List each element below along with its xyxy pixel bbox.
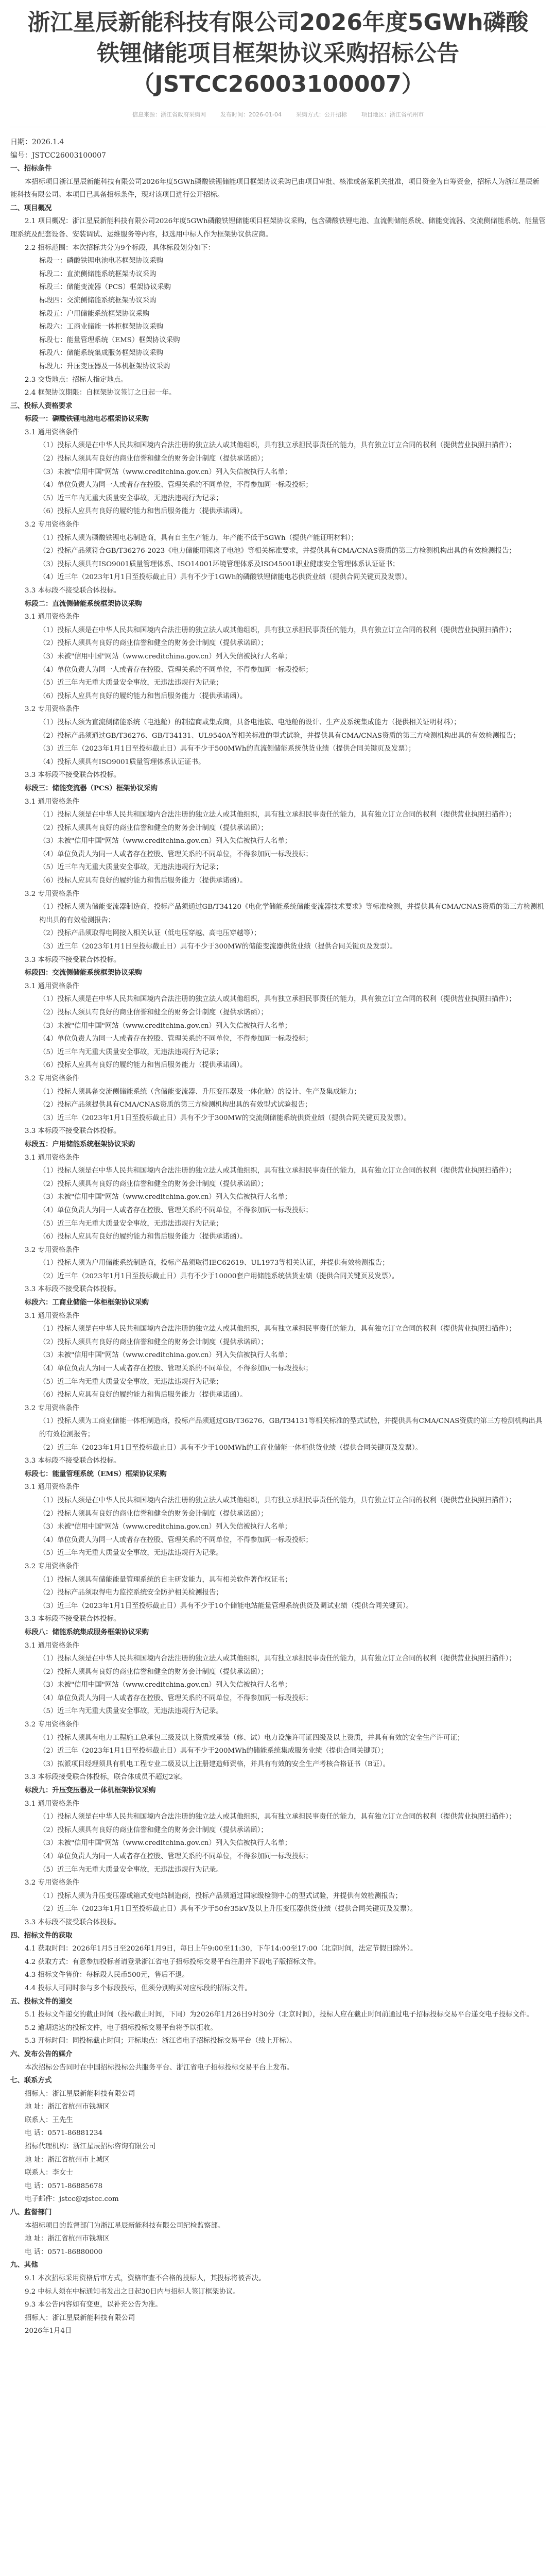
- list-item: 标段三：储能变流器（PCS）框架协议采购: [39, 283, 171, 292]
- list-item: （5）近三年内无重大质量安全事故，无违法违规行为记录；: [39, 1048, 223, 1056]
- list-item: （2）近三年（2023年1月1日至投标截止日）具有不少于200MWh的储能系统集成服务业绩（提供合同关键页）；: [39, 1747, 388, 1755]
- list-item: （3）未被"信用中国"网站（www.creditchina.gov.cn）列入失信被执行人名单；: [39, 652, 292, 660]
- list-item: （5）近三年内无重大质量安全事故，无违法违规行为记录；: [39, 1219, 223, 1228]
- list-item: （1）投标人须具有电力工程施工总承包三级及以上资质或承装（修、试）电力设施许可证四级及以上资质，并具有有效的安全生产许可证；: [39, 1734, 464, 1742]
- list-item: 标段六：工商业储能一体柜框架协议采购: [39, 323, 164, 331]
- list-item: （4）单位负责人为同一人或者存在控股、管理关系的不同单位，不得参加同一标段投标；: [39, 1853, 312, 1860]
- list-item: （1）投标人须为工商业储能一体柜制造商，投标产品须通过GB/T36276、GB/T34131等相关标准的型式试验，并提供具有CMA/CNAS资质的第三方检测机构出具的有效检测报告；: [39, 1417, 543, 1438]
- lot-heading: 标段二：直流侧储能系统框架协议采购: [25, 599, 142, 608]
- list-item: （1）投标人须是在中华人民共和国境内合法注册的独立法人或其他组织，具有独立承担民事责任的能力，具有独立订立合同的权利（提供营业执照扫描件）；: [39, 995, 516, 1004]
- list-item: （2）投标人须具有良好的商业信誉和健全的财务会计制度（提供承诺函）；: [39, 639, 268, 648]
- list-item: （4）单位负责人为同一人或者存在控股、管理关系的不同单位，不得参加同一标段投标；: [39, 481, 312, 489]
- list-item: 标段四：交流侧储能系统框架协议采购: [39, 296, 157, 304]
- paragraph: 地 址：浙江省杭州市钱塘区: [25, 2235, 110, 2243]
- list-item: （3）未被"信用中国"网站（www.creditchina.gov.cn）列入失信被执行人名单；: [39, 1351, 292, 1360]
- paragraph: 3.1 通用资格条件: [25, 1800, 79, 1808]
- list-item: （6）投标人应具有良好的履约能力和售后服务能力（提供承诺函）。: [39, 1233, 247, 1241]
- paragraph: 5.2 逾期送达的投标文件，电子招标投标交易平台将予以拒收。: [25, 2024, 217, 2032]
- list-item: （1）投标人须为直流侧储能系统（电池舱）的制造商或集成商，具备电池簇、电池舱的设计、生产及系统集成能力（提供相关证明材料）；: [39, 718, 461, 726]
- page-title: 浙江星辰新能科技有限公司2026年度5GWh磷酸铁锂储能项目框架协议采购招标公告（JSTCC26003100007）: [27, 9, 529, 97]
- paragraph: 3.2 专用资格条件: [25, 1562, 79, 1570]
- list-item: （2）投标产品须取得电力监控系统安全防护相关检测报告；: [39, 1589, 223, 1597]
- list-item: （1）投标人须是在中华人民共和国境内合法注册的独立法人或其他组织，具有独立承担民事责任的能力，具有独立订立合同的权利（提供营业执照扫描件）；: [39, 1167, 516, 1175]
- list-item: （5）近三年内无重大质量安全事故，无违法违规行为记录。: [39, 1707, 223, 1716]
- list-item: （1）投标人须是在中华人民共和国境内合法注册的独立法人或其他组织，具有独立承担民事责任的能力，具有独立订立合同的权利（提供营业执照扫描件）；: [39, 442, 516, 450]
- paragraph: 2026年1月4日: [25, 2327, 72, 2335]
- header-info: [10, 135, 546, 162]
- paragraph: 电 话：0571-86885678: [25, 2182, 103, 2190]
- paragraph: 2.2 招标范围：本次招标共分为9个标段，具体标段划分如下：: [25, 244, 215, 252]
- paragraph: 地 址：浙江省杭州市钱塘区: [25, 2103, 110, 2111]
- meta-location: 项目地区：浙江省杭州市: [361, 111, 424, 118]
- paragraph: 3.1 通用资格条件: [25, 1312, 79, 1320]
- list-item: （1）投标人须是在中华人民共和国境内合法注册的独立法人或其他组织，具有独立承担民事责任的能力，具有独立订立合同的权利（提供营业执照扫描件）；: [39, 1655, 516, 1663]
- paragraph: 地 址：浙江省杭州市上城区: [25, 2156, 110, 2164]
- paragraph: 3.3 本标段接受联合体投标，联合体成员不超过2家。: [25, 1773, 187, 1782]
- list-item: （2）投标人须具有良好的商业信誉和健全的财务会计制度（提供承诺函）；: [39, 1009, 268, 1016]
- title-block: [10, 0, 546, 120]
- list-item: （4）近三年（2023年1月1日至投标截止日）具有不少于1GWh的磷酸铁锂储能电芯供货业绩（提供合同关键页及发票）。: [39, 573, 412, 582]
- list-item: 标段八：储能系统集成服务框架协议采购: [39, 349, 164, 358]
- list-item: （2）投标人须具有良好的商业信誉和健全的财务会计制度（提供承诺函）；: [39, 824, 268, 832]
- section-heading: 一、招标条件: [10, 164, 52, 173]
- paragraph: 2.3 交货地点：招标人指定地点。: [25, 376, 128, 384]
- list-item: （3）未被"信用中国"网站（www.creditchina.gov.cn）列入失信被执行人名单；: [39, 1681, 292, 1689]
- lot-heading: 标段一：磷酸铁锂电池电芯框架协议采购: [25, 415, 149, 423]
- paragraph: 招标代理机构：浙江星辰招标咨询有限公司: [25, 2143, 156, 2151]
- list-item: （4）单位负责人为同一人或者存在控股、管理关系的不同单位，不得参加同一标段投标；: [39, 666, 312, 674]
- paragraph: 3.3 本标段不接受联合体投标。: [25, 1615, 121, 1623]
- section-heading: 四、招标文件的获取: [10, 1931, 73, 1940]
- paragraph: 3.1 通用资格条件: [25, 1641, 79, 1650]
- list-item: （2）近三年（2023年1月1日至投标截止日）具有不少于50台35kV及以上升压变压器供货业绩（提供合同关键页及发票）。: [39, 1905, 418, 1913]
- list-item: （6）投标人应具有良好的履约能力和售后服务能力（提供承诺函）。: [39, 692, 247, 700]
- list-item: （1）投标人须具备交流侧储能系统（含储能变流器、升压变压器及一体化舱）的设计、生产及集成能力；: [39, 1088, 361, 1096]
- list-item: （2）投标人须具有良好的商业信誉和健全的财务会计制度（提供承诺函）；: [39, 1510, 268, 1518]
- list-item: 标段一：磷酸铁锂电池电芯框架协议采购: [39, 257, 164, 265]
- list-item: 标段九：升压变压器及一体机框架协议采购: [39, 362, 170, 370]
- list-item: （2）近三年（2023年1月1日至投标截止日）具有不少于10000套户用储能系统供货业绩（提供合同关键页及发票）。: [39, 1272, 399, 1280]
- paragraph: 3.3 本标段不接受联合体投标。: [25, 956, 121, 964]
- announcement-body: [10, 162, 546, 2338]
- list-item: （2）投标人须具有良好的商业信誉和健全的财务会计制度（提供承诺函）；: [39, 1338, 268, 1346]
- meta-source: 信息来源：浙江省政府采购网: [132, 111, 206, 118]
- paragraph: 招标人：浙江星辰新能科技有限公司: [25, 2314, 135, 2322]
- list-item: （6）投标人应具有良好的履约能力和售后服务能力（提供承诺函）。: [39, 1391, 247, 1399]
- list-item: （6）投标人应具有良好的履约能力和售后服务能力（提供承诺函）。: [39, 877, 247, 885]
- list-item: （1）投标人须为升压变压器或箱式变电站制造商，投标产品须通过国家级检测中心的型式试验，并提供有效检测报告；: [39, 1892, 402, 1900]
- section-heading: 八、监督部门: [10, 2208, 52, 2217]
- list-item: （5）近三年内无重大质量安全事故，无违法违规行为记录；: [39, 494, 223, 502]
- paragraph: 3.3 本标段不接受联合体投标。: [25, 1918, 121, 1926]
- list-item: （2）投标人须具有良好的商业信誉和健全的财务会计制度（提供承诺函）；: [39, 1668, 268, 1676]
- lot-heading: 标段四：交流侧储能系统框架协议采购: [25, 969, 142, 977]
- list-item: （5）近三年内无重大质量安全事故，无违法违规行为记录。: [39, 1866, 223, 1874]
- paragraph: 3.2 专用资格条件: [25, 1246, 79, 1254]
- paragraph: 电子邮件：jstcc@zjstcc.com: [25, 2195, 119, 2204]
- list-item: （1）投标人须是在中华人民共和国境内合法注册的独立法人或其他组织，具有独立承担民事责任的能力，具有独立订立合同的权利（提供营业执照扫描件）；: [39, 1813, 516, 1821]
- list-item: （3）近三年（2023年1月1日至投标截止日）具有不少于500MWh的直流侧储能系统供货业绩（提供合同关键页及发票）；: [39, 745, 415, 753]
- list-item: （4）单位负责人为同一人或者存在控股、管理关系的不同单位，不得参加同一标段投标；: [39, 1365, 312, 1373]
- list-item: （3）未被"信用中国"网站（www.creditchina.gov.cn）列入失信被执行人名单；: [39, 1839, 292, 1848]
- list-item: （4）单位负责人为同一人或者存在控股、管理关系的不同单位，不得参加同一标段投标；: [39, 1694, 312, 1702]
- bottom-spacer: [10, 2338, 546, 2348]
- meta-row: [10, 110, 546, 120]
- paragraph: 3.3 本标段不接受联合体投标。: [25, 1285, 121, 1294]
- announcement-number: 编号：JSTCC26003100007: [10, 151, 106, 160]
- list-item: （3）投标人须具有ISO9001质量管理体系、ISO14001环境管理体系及ISO45001职业健康安全管理体系认证证书；: [39, 560, 399, 568]
- list-item: 标段七：能量管理系统（EMS）框架协议采购: [39, 336, 180, 344]
- paragraph: 3.2 专用资格条件: [25, 705, 79, 714]
- paragraph: 9.2 中标人须在中标通知书发出之日起30日内与招标人签订框架协议。: [25, 2287, 240, 2296]
- list-item: （3）近三年（2023年1月1日至投标截止日）具有不少于10个储能电站能量管理系统供货及调试业绩（提供合同关键页）。: [39, 1602, 413, 1610]
- paragraph: 电 话：0571-86880000: [25, 2248, 103, 2256]
- section-heading: 九、其他: [10, 2261, 38, 2269]
- list-item: （6）投标人应具有良好的履约能力和售后服务能力（提供承诺函）。: [39, 1061, 247, 1070]
- paragraph: 2.1 项目概况：浙江星辰新能科技有限公司2026年度5GWh磷酸铁锂储能项目框架协议采购，包含磷酸铁锂电池、直流侧储能系统、储能变流器、交流侧储能系统、能量管理系统及配套设备、安装调试、运维服务等内容，拟选用中标人作为框架协议供应商。: [10, 217, 546, 239]
- list-item: （4）单位负责人为同一人或者存在控股、管理关系的不同单位，不得参加同一标段投标；: [39, 1206, 312, 1214]
- list-item: 标段五：户用储能系统框架协议采购: [39, 310, 150, 318]
- list-item: （1）投标人须为户用储能系统制造商，投标产品须取得IEC62619、UL1973等相关认证，并提供有效检测报告；: [39, 1259, 389, 1267]
- list-item: （1）投标人须是在中华人民共和国境内合法注册的独立法人或其他组织，具有独立承担民事责任的能力，具有独立订立合同的权利（提供营业执照扫描件）；: [39, 1496, 516, 1504]
- list-item: （2）投标产品须符合GB/T36276-2023《电力储能用锂离子电池》等相关标准要求，并提供具有CMA/CNAS资质的第三方检测机构出具的有效检测报告；: [39, 547, 516, 555]
- paragraph: 4.3 招标文件售价：每标段人民币500元，售后不退。: [25, 1971, 189, 1979]
- paragraph: 3.1 通用资格条件: [25, 798, 79, 806]
- list-item: （5）近三年内无重大质量安全事故，无违法违规行为记录；: [39, 679, 223, 687]
- list-item: （1）投标人须是在中华人民共和国境内合法注册的独立法人或其他组织，具有独立承担民事责任的能力，具有独立订立合同的权利（提供营业执照扫描件）；: [39, 626, 516, 634]
- list-item: （2）投标人须具有良好的商业信誉和健全的财务会计制度（提供承诺函）；: [39, 1180, 268, 1188]
- paragraph: 9.3 本公告内容如有变更，以补充公告为准。: [25, 2301, 162, 2309]
- paragraph: 联系人：王先生: [25, 2116, 73, 2124]
- list-item: （3）近三年（2023年1月1日至投标截止日）具有不少于300MW的储能变流器供货业绩（提供合同关键页及发票）。: [39, 943, 397, 951]
- section-heading: 三、投标人资格要求: [10, 401, 73, 410]
- paragraph: 4.4 投标人可同时参与多个标段投标，但须分别购买对应标段的招标文件。: [25, 1984, 252, 1992]
- paragraph: 5.1 投标文件递交的截止时间（投标截止时间，下同）为2026年1月26日9时30分（北京时间），投标人应在截止时间前通过电子招标投标交易平台递交电子投标文件。: [25, 2011, 533, 2019]
- announcement-date: 日期：2026.1.4: [10, 138, 64, 146]
- list-item: （3）未被"信用中国"网站（www.creditchina.gov.cn）列入失信被执行人名单；: [39, 468, 292, 476]
- paragraph: 3.1 通用资格条件: [25, 1154, 79, 1162]
- paragraph: 3.3 本标段不接受联合体投标。: [25, 771, 121, 779]
- list-item: （3）拟派项目经理须具有机电工程专业二级及以上注册建造师资格，并具有有效的安全生产考核合格证书（B证）。: [39, 1760, 390, 1768]
- paragraph: 3.2 专用资格条件: [25, 1074, 79, 1082]
- list-item: （2）投标产品须取得电网接入相关认证（低电压穿越、高电压穿越等）；: [39, 929, 261, 938]
- paragraph: 2.4 框架协议期限：自框架协议签订之日起一年。: [25, 389, 176, 397]
- list-item: （2）近三年（2023年1月1日至投标截止日）具有不少于100MWh的工商业储能一体柜供货业绩（提供合同关键页及发票）。: [39, 1444, 422, 1452]
- paragraph: 9.1 本次招标采用资格后审方式，资格审查不合格的投标人，其投标将被否决。: [25, 2275, 266, 2282]
- paragraph: 4.1 获取时间：2026年1月5日至2026年1月9日，每日上午9:00至11:30，下午14:00至17:00（北京时间，法定节假日除外）。: [25, 1945, 418, 1953]
- list-item: （4）单位负责人为同一人或者存在控股、管理关系的不同单位，不得参加同一标段投标；: [39, 850, 312, 858]
- paragraph: 本次招标公告同时在中国招标投标公共服务平台、浙江省电子招标投标交易平台上发布。: [25, 2063, 294, 2072]
- paragraph: 4.2 获取方式：有意参加投标者请登录浙江省电子招标投标交易平台注册并下载电子版招标文件。: [25, 1958, 321, 1966]
- list-item: （1）投标人须为磷酸铁锂电芯制造商，具有自主生产能力，年产能不低于5GWh（提供产能证明材料）；: [39, 534, 358, 542]
- list-item: 标段二：直流侧储能系统框架协议采购: [39, 270, 157, 278]
- lot-heading: 标段三：储能变流器（PCS）框架协议采购: [25, 784, 158, 792]
- section-heading: 二、项目概况: [10, 204, 52, 212]
- paragraph: 3.3 本标段不接受联合体投标。: [25, 1127, 121, 1136]
- lot-heading: 标段五：户用储能系统框架协议采购: [25, 1140, 135, 1148]
- paragraph: 电 话：0571-86881234: [25, 2129, 103, 2138]
- list-item: （3）未被"信用中国"网站（www.creditchina.gov.cn）列入失信被执行人名单；: [39, 837, 292, 845]
- list-item: （1）投标人须具有储能能量管理系统的自主研发能力，具有相关软件著作权证书；: [39, 1575, 292, 1584]
- paragraph: 3.2 专用资格条件: [25, 521, 79, 529]
- paragraph: 3.2 专用资格条件: [25, 1404, 79, 1412]
- paragraph: 3.3 本标段不接受联合体投标。: [25, 1457, 121, 1465]
- list-item: （3）未被"信用中国"网站（www.creditchina.gov.cn）列入失信被执行人名单；: [39, 1523, 292, 1531]
- list-item: （4）单位负责人为同一人或者存在控股、管理关系的不同单位，不得参加同一标段投标；: [39, 1536, 312, 1544]
- list-item: （5）近三年内无重大质量安全事故，无违法违规行为记录；: [39, 1378, 223, 1386]
- lot-heading: 标段八：储能系统集成服务框架协议采购: [25, 1628, 149, 1636]
- list-item: （3）未被"信用中国"网站（www.creditchina.gov.cn）列入失信被执行人名单；: [39, 1193, 292, 1201]
- paragraph: 本招标项目浙江星辰新能科技有限公司2026年度5GWh磷酸铁锂储能项目框架协议采购已由项目审批、核准或备案机关批准，项目资金为自筹资金，招标人为浙江星辰新能科技有限公司。本项目已具备招标条件，现对该项目进行公开招标。: [10, 178, 540, 199]
- lot-heading: 标段九：升压变压器及一体机框架协议采购: [25, 1786, 156, 1795]
- paragraph: 3.2 专用资格条件: [25, 890, 79, 898]
- list-item: （6）投标人应具有良好的履约能力和售后服务能力（提供承诺函）。: [39, 507, 247, 516]
- paragraph: 3.1 通用资格条件: [25, 613, 79, 621]
- paragraph: 本招标项目的监督部门为浙江星辰新能科技有限公司纪检监察部。: [25, 2222, 225, 2230]
- list-item: （4）投标人须具有ISO9001质量管理体系认证证书。: [39, 758, 205, 766]
- list-item: （2）投标产品须通过GB/T36276、GB/T34131、UL9540A等相关标准的型式试验，并提供具有CMA/CNAS资质的第三方检测机构出具的有效检测报告；: [39, 732, 520, 740]
- paragraph: 5.3 开标时间：同投标截止时间；开标地点：浙江省电子招标投标交易平台（线上开标）。: [25, 2037, 297, 2045]
- paragraph: 3.2 专用资格条件: [25, 1721, 79, 1729]
- meta-publish-time: 发布时间：2026-01-04: [220, 111, 282, 118]
- list-item: （2）投标产品须提供具有CMA/CNAS资质的第三方检测机构出具的有效型式试验报告；: [39, 1101, 312, 1109]
- lot-heading: 标段六：工商业储能一体柜框架协议采购: [25, 1298, 149, 1307]
- list-item: （1）投标人须为储能变流器制造商，投标产品须通过GB/T34120《电化学储能系统储能变流器技术要求》等标准检测，并提供具有CMA/CNAS资质的第三方检测机构出具的有效检测报告；: [39, 903, 544, 924]
- paragraph: 3.1 通用资格条件: [25, 982, 79, 990]
- list-item: （2）投标人须具有良好的商业信誉和健全的财务会计制度（提供承诺函）；: [39, 1826, 268, 1834]
- list-item: （1）投标人须是在中华人民共和国境内合法注册的独立法人或其他组织，具有独立承担民事责任的能力，具有独立订立合同的权利（提供营业执照扫描件）；: [39, 811, 516, 819]
- list-item: （5）近三年内无重大质量安全事故，无违法违规行为记录。: [39, 1549, 223, 1557]
- section-heading: 七、联系方式: [10, 2076, 52, 2085]
- section-heading: 五、投标文件的递交: [10, 1997, 73, 2006]
- list-item: （4）单位负责人为同一人或者存在控股、管理关系的不同单位，不得参加同一标段投标；: [39, 1035, 312, 1043]
- section-heading: 六、发布公告的媒介: [10, 2049, 73, 2058]
- paragraph: 3.1 通用资格条件: [25, 1483, 79, 1492]
- paragraph: 3.3 本标段不接受联合体投标。: [25, 587, 121, 595]
- list-item: （3）近三年（2023年1月1日至投标截止日）具有不少于300MW的交流侧储能系统供货业绩（提供合同关键页及发票）。: [39, 1114, 411, 1122]
- list-item: （3）未被"信用中国"网站（www.creditchina.gov.cn）列入失信被执行人名单；: [39, 1022, 292, 1030]
- list-item: （2）投标人须具有良好的商业信誉和健全的财务会计制度（提供承诺函）；: [39, 455, 268, 463]
- lot-heading: 标段七：能量管理系统（EMS）框架协议采购: [25, 1469, 167, 1478]
- paragraph: 招标人：浙江星辰新能科技有限公司: [25, 2090, 135, 2098]
- paragraph: 3.2 专用资格条件: [25, 1879, 79, 1887]
- meta-category: 采购方式：公开招标: [296, 111, 347, 118]
- paragraph: 联系人：李女士: [25, 2169, 73, 2177]
- list-item: （5）近三年内无重大质量安全事故，无违法违规行为记录；: [39, 863, 223, 872]
- paragraph: 3.1 通用资格条件: [25, 428, 79, 436]
- list-item: （1）投标人须是在中华人民共和国境内合法注册的独立法人或其他组织，具有独立承担民事责任的能力，具有独立订立合同的权利（提供营业执照扫描件）；: [39, 1325, 516, 1333]
